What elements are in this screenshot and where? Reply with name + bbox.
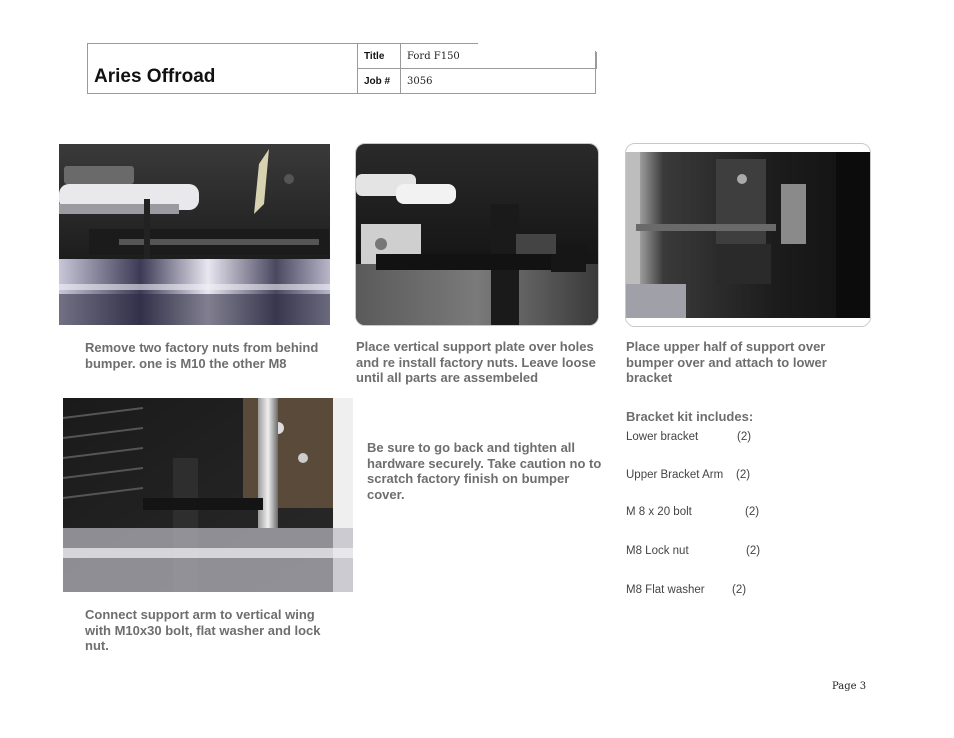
kit-item-name: M8 Lock nut <box>626 545 689 557</box>
kit-item-qty: (2) <box>746 545 761 557</box>
company-name: Aries Offroad <box>94 66 216 87</box>
title-label: Title <box>364 51 385 62</box>
kit-item-name: Upper Bracket Arm <box>626 469 724 481</box>
page-number: Page 3 <box>832 681 867 692</box>
kit-item-qty: (2) <box>737 431 752 443</box>
step-1-caption: Remove two factory nuts from behind bumper. one is M10 the other M8 <box>85 340 319 371</box>
step-4-photo <box>63 398 353 592</box>
kit-item-name: M 8 x 20 bolt <box>626 506 692 518</box>
step-2-caption: Place vertical support plate over holes and re install factory nuts. Leave loose until all parts are assembeled <box>356 339 596 385</box>
step-1-photo <box>59 144 330 325</box>
kit-item-name: Lower bracket <box>626 431 699 443</box>
kit-item-qty: (2) <box>745 506 760 518</box>
step-3-caption: Place upper half of support over bumper over and attach to lower bracket <box>626 339 827 385</box>
job-value: 3056 <box>407 76 433 87</box>
header-gap <box>478 41 598 51</box>
kit-item-qty: (2) <box>736 469 751 481</box>
step-3-photo <box>625 143 871 327</box>
kit-title: Bracket kit includes: <box>626 409 754 424</box>
kit-item-name: M8 Flat washer <box>626 584 705 596</box>
kit-item-qty: (2) <box>732 584 747 596</box>
step-2-photo <box>355 143 599 326</box>
step-4-caption: Connect support arm to vertical wing with M10x30 bolt, flat washer and lock nut. <box>85 607 321 653</box>
job-label: Job # <box>364 76 391 87</box>
tighten-note: Be sure to go back and tighten all hardware securely. Take caution no to scratch factory finish on bumper cover. <box>367 440 602 502</box>
header-divider <box>596 52 597 69</box>
title-value: Ford F150 <box>407 51 460 62</box>
header-divider <box>357 68 596 69</box>
